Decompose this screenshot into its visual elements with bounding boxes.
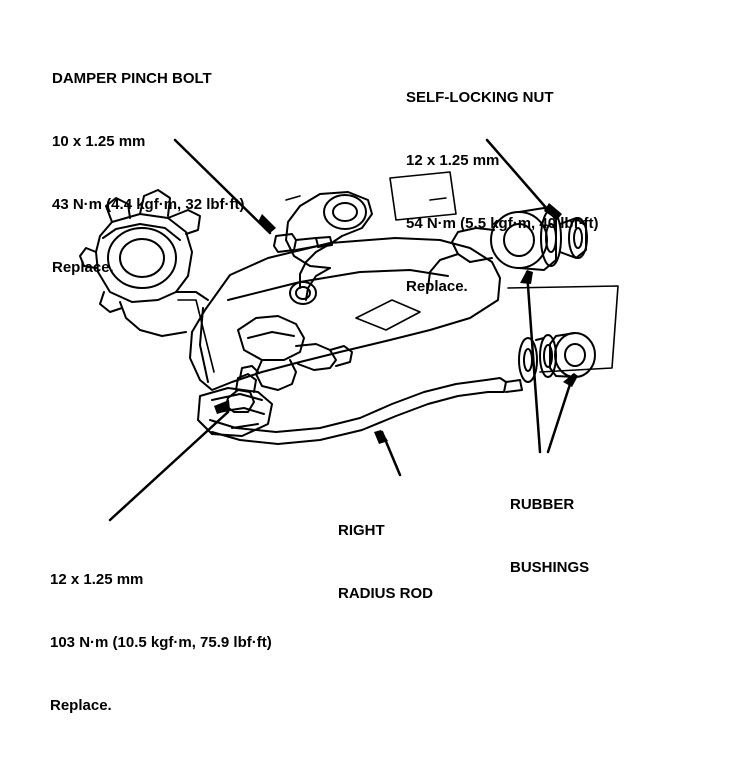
damper-pinch-bolt-part xyxy=(274,234,332,252)
callout-line: 103 N·m (10.5 kgf·m, 75.9 lbf·ft) xyxy=(50,634,272,651)
callout-rubber-bushings xyxy=(510,452,589,620)
leader-lower-arm-bolt xyxy=(110,400,230,520)
leader-right-radius-rod xyxy=(374,430,400,475)
leader-rubber-bushings-lower xyxy=(548,373,578,452)
callout-line: Replace. xyxy=(50,697,112,714)
callout-right-radius-rod xyxy=(338,478,433,646)
callout-line: 54 N·m (5.5 kgf·m, 40 lbf·ft) xyxy=(406,215,599,232)
callout-line: DAMPER PINCH BOLT xyxy=(52,70,212,87)
callout-line: RUBBER xyxy=(510,496,575,513)
callout-line: 12 x 1.25 mm xyxy=(50,571,144,588)
callout-line: 10 x 1.25 mm xyxy=(52,133,146,150)
callout-line: 12 x 1.25 mm xyxy=(406,152,500,169)
callout-damper-pinch-bolt xyxy=(52,26,245,320)
callout-line: Replace. xyxy=(52,259,114,276)
callout-line: Replace. xyxy=(406,278,468,295)
bushing-assembly-lower xyxy=(519,333,595,382)
callout-line: 43 N·m (4.4 kgf·m, 32 lbf·ft) xyxy=(52,196,245,213)
callout-line: BUSHINGS xyxy=(510,559,590,576)
callout-line: RADIUS ROD xyxy=(338,585,434,602)
callout-lower-arm-bolt xyxy=(50,527,272,758)
damper-fork xyxy=(286,192,372,304)
callout-line: RIGHT xyxy=(338,522,385,539)
callout-self-locking-nut xyxy=(406,45,599,339)
callout-line: SELF-LOCKING NUT xyxy=(406,89,554,106)
